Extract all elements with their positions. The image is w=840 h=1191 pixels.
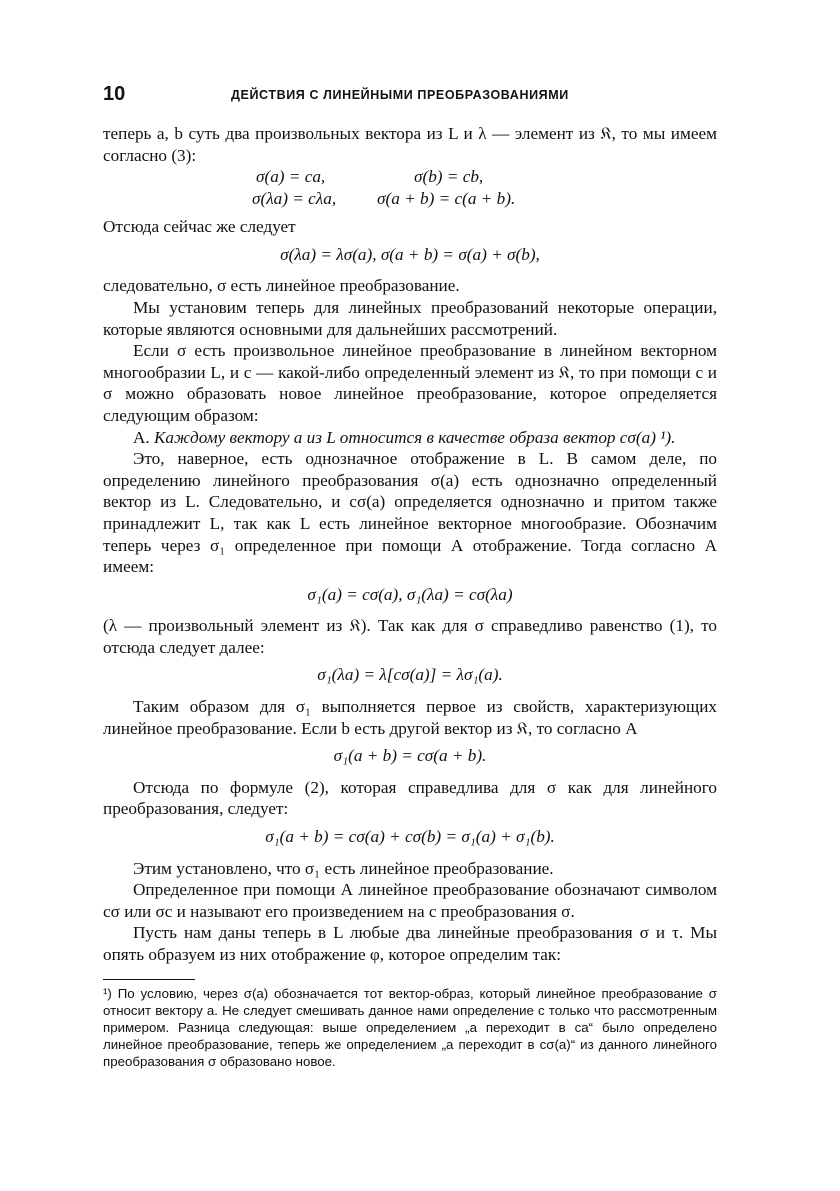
running-header: [103, 83, 717, 109]
equation-sigma-lambda-a: σ(λa) = cλa,: [252, 189, 337, 209]
footnote: ¹) По условию, через σ(a) обозначается тот вектор-образ, который линейное преобразование σ относит вектору a. Не следует смешивать данное нами определение с только что рассмотренным примером. Разница следующая: выше определением „a переходит в ca“ было определено линейное преобразование, теперь же определением „a переходит в cσ(a)“ из данного линейного преобразования σ образовано новое.: [103, 986, 717, 1069]
paragraph-operations: Мы установим теперь для линейных преобразований некоторые операции, которые являются основными для дальнейших рассмотрений.: [103, 297, 717, 339]
page-number: 10: [103, 83, 126, 105]
equation-sigma1-sum: σ₁(a + b) = cσ(a + b).: [333, 746, 487, 766]
paragraph-two-transformations: Пусть нам даны теперь в L любые два линейные преобразования σ и τ. Мы опять образуем из них отображение φ, которое определим так:: [103, 923, 717, 964]
paragraph-definition-intro: Если σ есть произвольное линейное преобразование в линейном векторном многообразии L, и c — какой-либо определенный элемент из 𝔎, то при помощи c и σ можно образовать новое линейное преобразование, которое определяется следующим образом:: [103, 341, 717, 425]
footnote-divider: [103, 979, 195, 980]
paragraph-intro: теперь a, b суть два произвольных вектора из L и λ — элемент из 𝔎, то мы имеем согласно (3):: [103, 124, 717, 165]
paragraph-product-definition: Определенное при помощи А линейное преобразование обозначают символом cσ или σc и называют его произведением на c преобразования σ.: [103, 880, 717, 921]
equation-sigma-a: σ(a) = ca,: [256, 167, 326, 187]
running-title: ДЕЙСТВИЯ С ЛИНЕЙНЫМИ ПРЕОБРАЗОВАНИЯМИ: [231, 88, 569, 102]
equation-sigma-sum: σ(a + b) = c(a + b).: [377, 189, 516, 209]
equation-sigma1-lambda: σ₁(λa) = λ[cσ(a)] = λσ₁(a).: [317, 665, 503, 685]
equation-sigma-b: σ(b) = cb,: [414, 167, 484, 187]
paragraph-lambda-note: (λ — произвольный элемент из 𝔎). Так как для σ справедливо равенство (1), то отсюда следует далее:: [103, 616, 717, 657]
equation-row-2: [103, 188, 717, 210]
equation-sigma1: σ₁(a) = cσ(a), σ₁(λa) = cσ(λa): [307, 584, 513, 604]
paragraph-first-property: Таким образом для σ₁ выполняется первое из свойств, характеризующих линейное преобразование. Если b есть другой вектор из 𝔎, то согласно А: [103, 697, 717, 738]
definition-a-text: Каждому вектору a из L относится в качестве образа вектор cσ(a) ¹).: [154, 427, 676, 447]
definition-a: [103, 427, 717, 449]
paragraph-uniqueness: Это, наверное, есть однозначное отображение в L. В самом деле, по определению линейного преобразования σ(a) есть однозначно определенный вектор из L. Следовательно, и cσ(a) определяется однозначно и притом также принадлежит L, так как L есть линейное векторное многообразие. Обозначим теперь через σ₁ определенное при помощи А отображение. Тогда согласно А имеем:: [103, 449, 717, 577]
paragraph-formula-2: Отсюда по формуле (2), которая справедлива для σ как для линейного преобразования, следует:: [103, 777, 717, 819]
equation-sigma1-additive: σ₁(a + b) = cσ(a) + cσ(b) = σ₁(a) + σ₁(b).: [265, 827, 555, 847]
equation-row-1: [103, 166, 717, 188]
paragraph-established: Этим установлено, что σ₁ есть линейное преобразование.: [133, 858, 554, 878]
paragraph-consequence: Отсюда сейчас же следует: [103, 217, 296, 237]
paragraph-conclusion: следовательно, σ есть линейное преобразование.: [103, 276, 460, 296]
equation-linearity: σ(λa) = λσ(a), σ(a + b) = σ(a) + σ(b),: [280, 244, 540, 264]
definition-a-label: А.: [133, 427, 150, 447]
main-text: [103, 123, 717, 966]
